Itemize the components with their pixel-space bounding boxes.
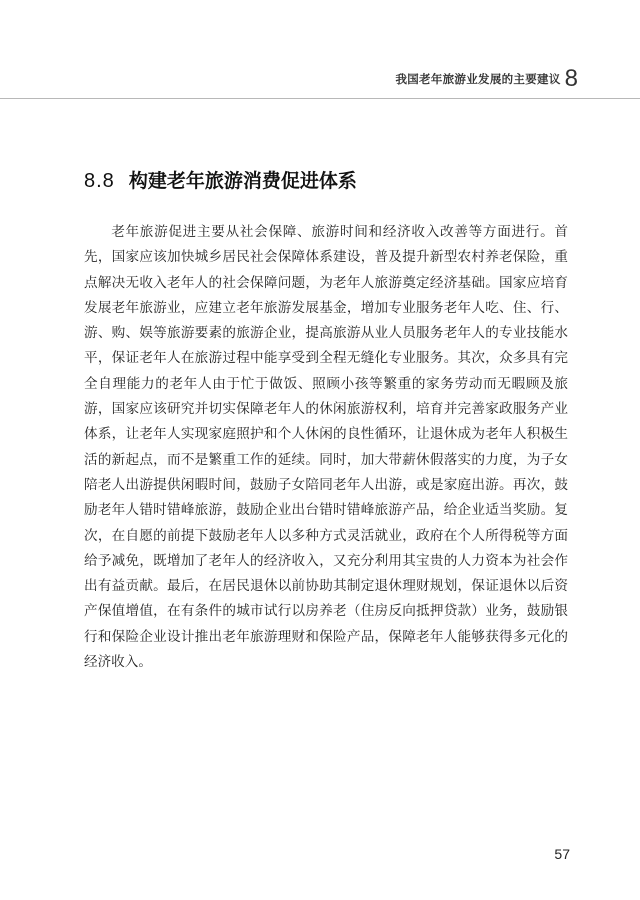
- running-header: [395, 64, 578, 92]
- section-number: 8.8: [84, 170, 115, 192]
- section-heading: [84, 166, 357, 193]
- running-header-title: 我国老年旅游业发展的主要建议: [395, 72, 561, 86]
- chapter-number: 8: [564, 65, 578, 92]
- header-divider: [0, 98, 640, 99]
- section-title: 构建老年旅游消费促进体系: [128, 170, 357, 192]
- page-number: 57: [554, 846, 570, 862]
- body-paragraph: 老年旅游促进主要从社会保障、旅游时间和经济收入改善等方面进行。首先，国家应该加快城乡居民社会保障体系建设，普及提升新型农村养老保险，重点解决无收入老年人的社会保障问题，为老年人旅游奠定经济基础。国家应培育发展老年旅游业，应建立老年旅游发展基金，增加专业服务老年人吃、住、行、游、购、娱等旅游要素的旅游企业，提高旅游从业人员服务老年人的专业技能水平，保证老年人在旅游过程中能享受到全程无缝化专业服务。其次，众多具有完全自理能力的老年人由于忙于做饭、照顾小孩等繁重的家务劳动而无暇顾及旅游，国家应该研究并切实保障老年人的休闲旅游权利，培育并完善家政服务产业体系，让老年人实现家庭照护和个人休闲的良性循环，让退休成为老年人积极生活的新起点，而不是繁重工作的延续。同时，加大带薪休假落实的力度，为子女陪老人出游提供闲暇时间，鼓励子女陪同老年人出游，或是家庭出游。再次，鼓励老年人错时错峰旅游，鼓励企业出台错时错峰旅游产品，给企业适当奖励。复次，在自愿的前提下鼓励老年人以多种方式灵活就业，政府在个人所得税等方面给予减免，既增加了老年人的经济收入，又充分利用其宝贵的人力资本为社会作出有益贡献。最后，在居民退休以前协助其制定退休理财规划，保证退休以后资产保值增值，在有条件的城市试行以房养老（住房反向抵押贷款）业务，鼓励银行和保险企业设计推出老年旅游理财和保险产品，保障老年人能够获得多元化的经济收入。: [84, 224, 568, 671]
